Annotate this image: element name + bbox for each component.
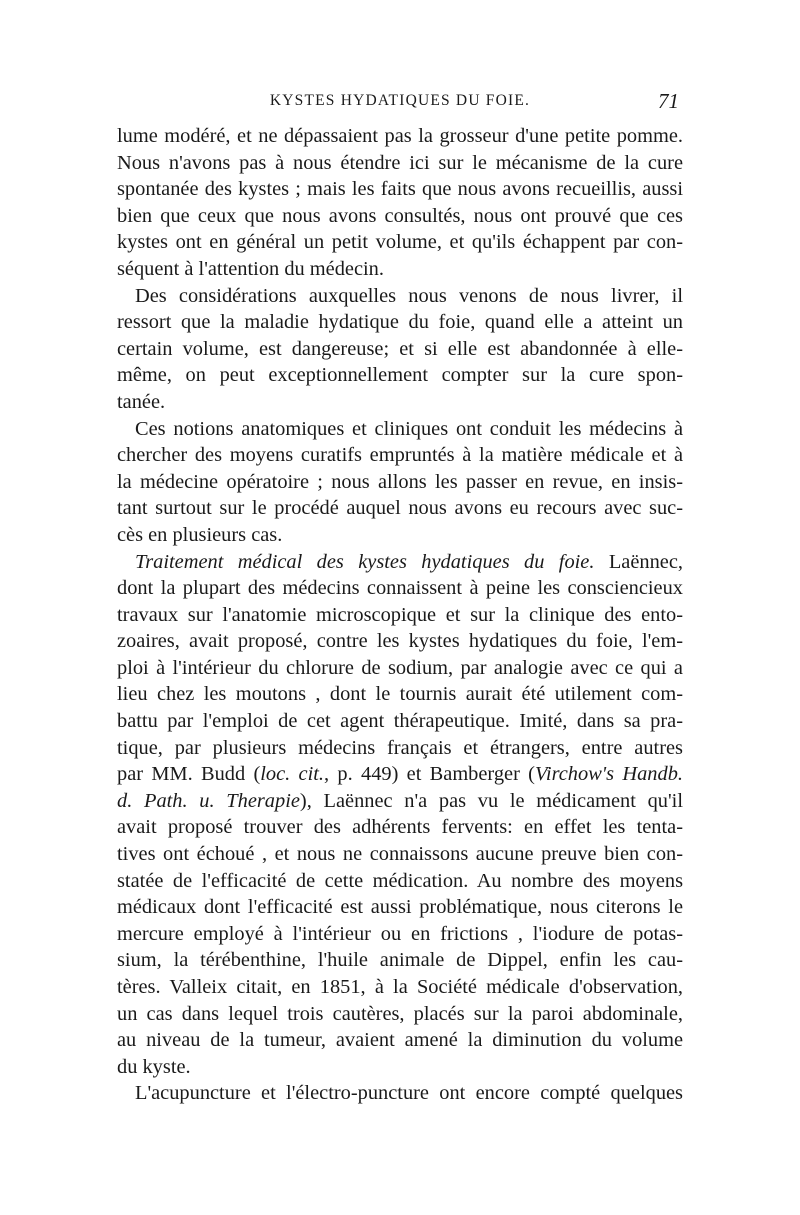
text-line: ressort que la maladie hydatique du foie, quand elle a atteint un: [117, 311, 683, 334]
text-line: au niveau de la tumeur, avaient amené la diminution du volume: [117, 1029, 683, 1052]
text-line: un cas dans lequel trois cautères, placés sur la paroi abdominale,: [117, 1002, 683, 1025]
text-line: zoaires, avait proposé, contre les kystes hydatiques du foie, l'em-: [117, 630, 683, 653]
text-line: du kyste.: [117, 1055, 191, 1078]
text-line: statée de l'efficacité de cette médication. Au nombre des moyens: [117, 869, 683, 892]
text-line: kystes ont en général un petit volume, et qu'ils échappent par con-: [117, 231, 683, 254]
text-line: avait proposé trouver des adhérents fervents: en effet les tenta-: [117, 816, 683, 839]
text-line: certain volume, est dangereuse; et si elle est abandonnée à elle-: [117, 337, 683, 360]
paragraph-start-line: Des considérations auxquelles nous venons de nous livrer, il: [135, 284, 683, 307]
citation-italic: d. Path. u. Therapie: [117, 789, 300, 812]
text-line: Nous n'avons pas à nous étendre ici sur le mécanisme de la cure: [117, 151, 683, 174]
text-line: chercher des moyens curatifs empruntés à la matière médicale et à: [117, 444, 683, 467]
text-line: cès en plusieurs cas.: [117, 523, 283, 546]
text-line: séquent à l'attention du médecin.: [117, 257, 384, 280]
text-line: bien que ceux que nous avons consultés, nous ont prouvé que ces: [117, 204, 683, 227]
text-line: travaux sur l'anatomie microscopique et sur la clinique des ento-: [117, 603, 683, 626]
text-line: lieu chez les moutons , dont le tournis aurait été utilement com-: [117, 683, 683, 706]
running-title: KYSTES HYDATIQUES DU FOIE.: [269, 92, 531, 109]
text-line: mercure employé à l'intérieur ou en frictions , l'iodure de potas-: [117, 922, 683, 945]
text-line: ploi à l'intérieur du chlorure de sodium, par analogie avec ce qui a: [117, 656, 683, 679]
running-head: [115, 89, 685, 120]
text-line: battu par l'emploi de cet agent thérapeutique. Imité, dans sa pra-: [117, 710, 683, 733]
page-number: 71: [658, 89, 679, 113]
text-line: tique, par plusieurs médecins français et étrangers, entre autres: [117, 736, 683, 759]
text-line: tères. Valleix citait, en 1851, à la Société médicale d'observation,: [117, 976, 683, 998]
section-heading: Traitement médical des kystes hydatiques du foie.: [135, 550, 595, 573]
text-line: dont la plupart des médecins connaissent à peine les consciencieux: [117, 577, 683, 600]
text-line: la médecine opératoire ; nous allons les passer en revue, en insis-: [117, 470, 683, 493]
text-line: lume modéré, et ne dépassaient pas la grosseur d'une petite pomme.: [117, 125, 683, 147]
text-line: par MM. Budd (loc. cit., p. 449) et Bamberger (Virchow's Handb.: [117, 763, 683, 786]
text-line: tant surtout sur le procédé auquel nous avons eu recours avec suc-: [117, 497, 683, 520]
paragraph-start-line: L'acupuncture et l'électro-puncture ont encore compté quelques: [135, 1082, 683, 1105]
section-heading-line: Traitement médical des kystes hydatiques du foie. Laënnec,: [135, 550, 683, 573]
text-line: d. Path. u. Therapie), Laënnec n'a pas vu le médicament qu'il: [117, 789, 683, 812]
text-line: tives ont échoué , et nous ne connaissons aucune preuve bien con-: [117, 843, 683, 866]
citation-italic: loc. cit.: [260, 763, 325, 786]
text-line: tanée.: [117, 390, 166, 413]
paragraph-start-line: Ces notions anatomiques et cliniques ont conduit les médecins à: [135, 417, 683, 440]
body-text: [117, 123, 683, 1107]
citation-italic: Virchow's Handb.: [534, 763, 683, 786]
text-line: médicaux dont l'efficacité est aussi problématique, nous citerons le: [117, 896, 683, 919]
text-line: même, on peut exceptionnellement compter sur la cure spon-: [117, 364, 683, 387]
text-line: sium, la térébenthine, l'huile animale de Dippel, enfin les cau-: [117, 949, 683, 972]
text-line: spontanée des kystes ; mais les faits que nous avons recueillis, aussi: [117, 178, 683, 201]
